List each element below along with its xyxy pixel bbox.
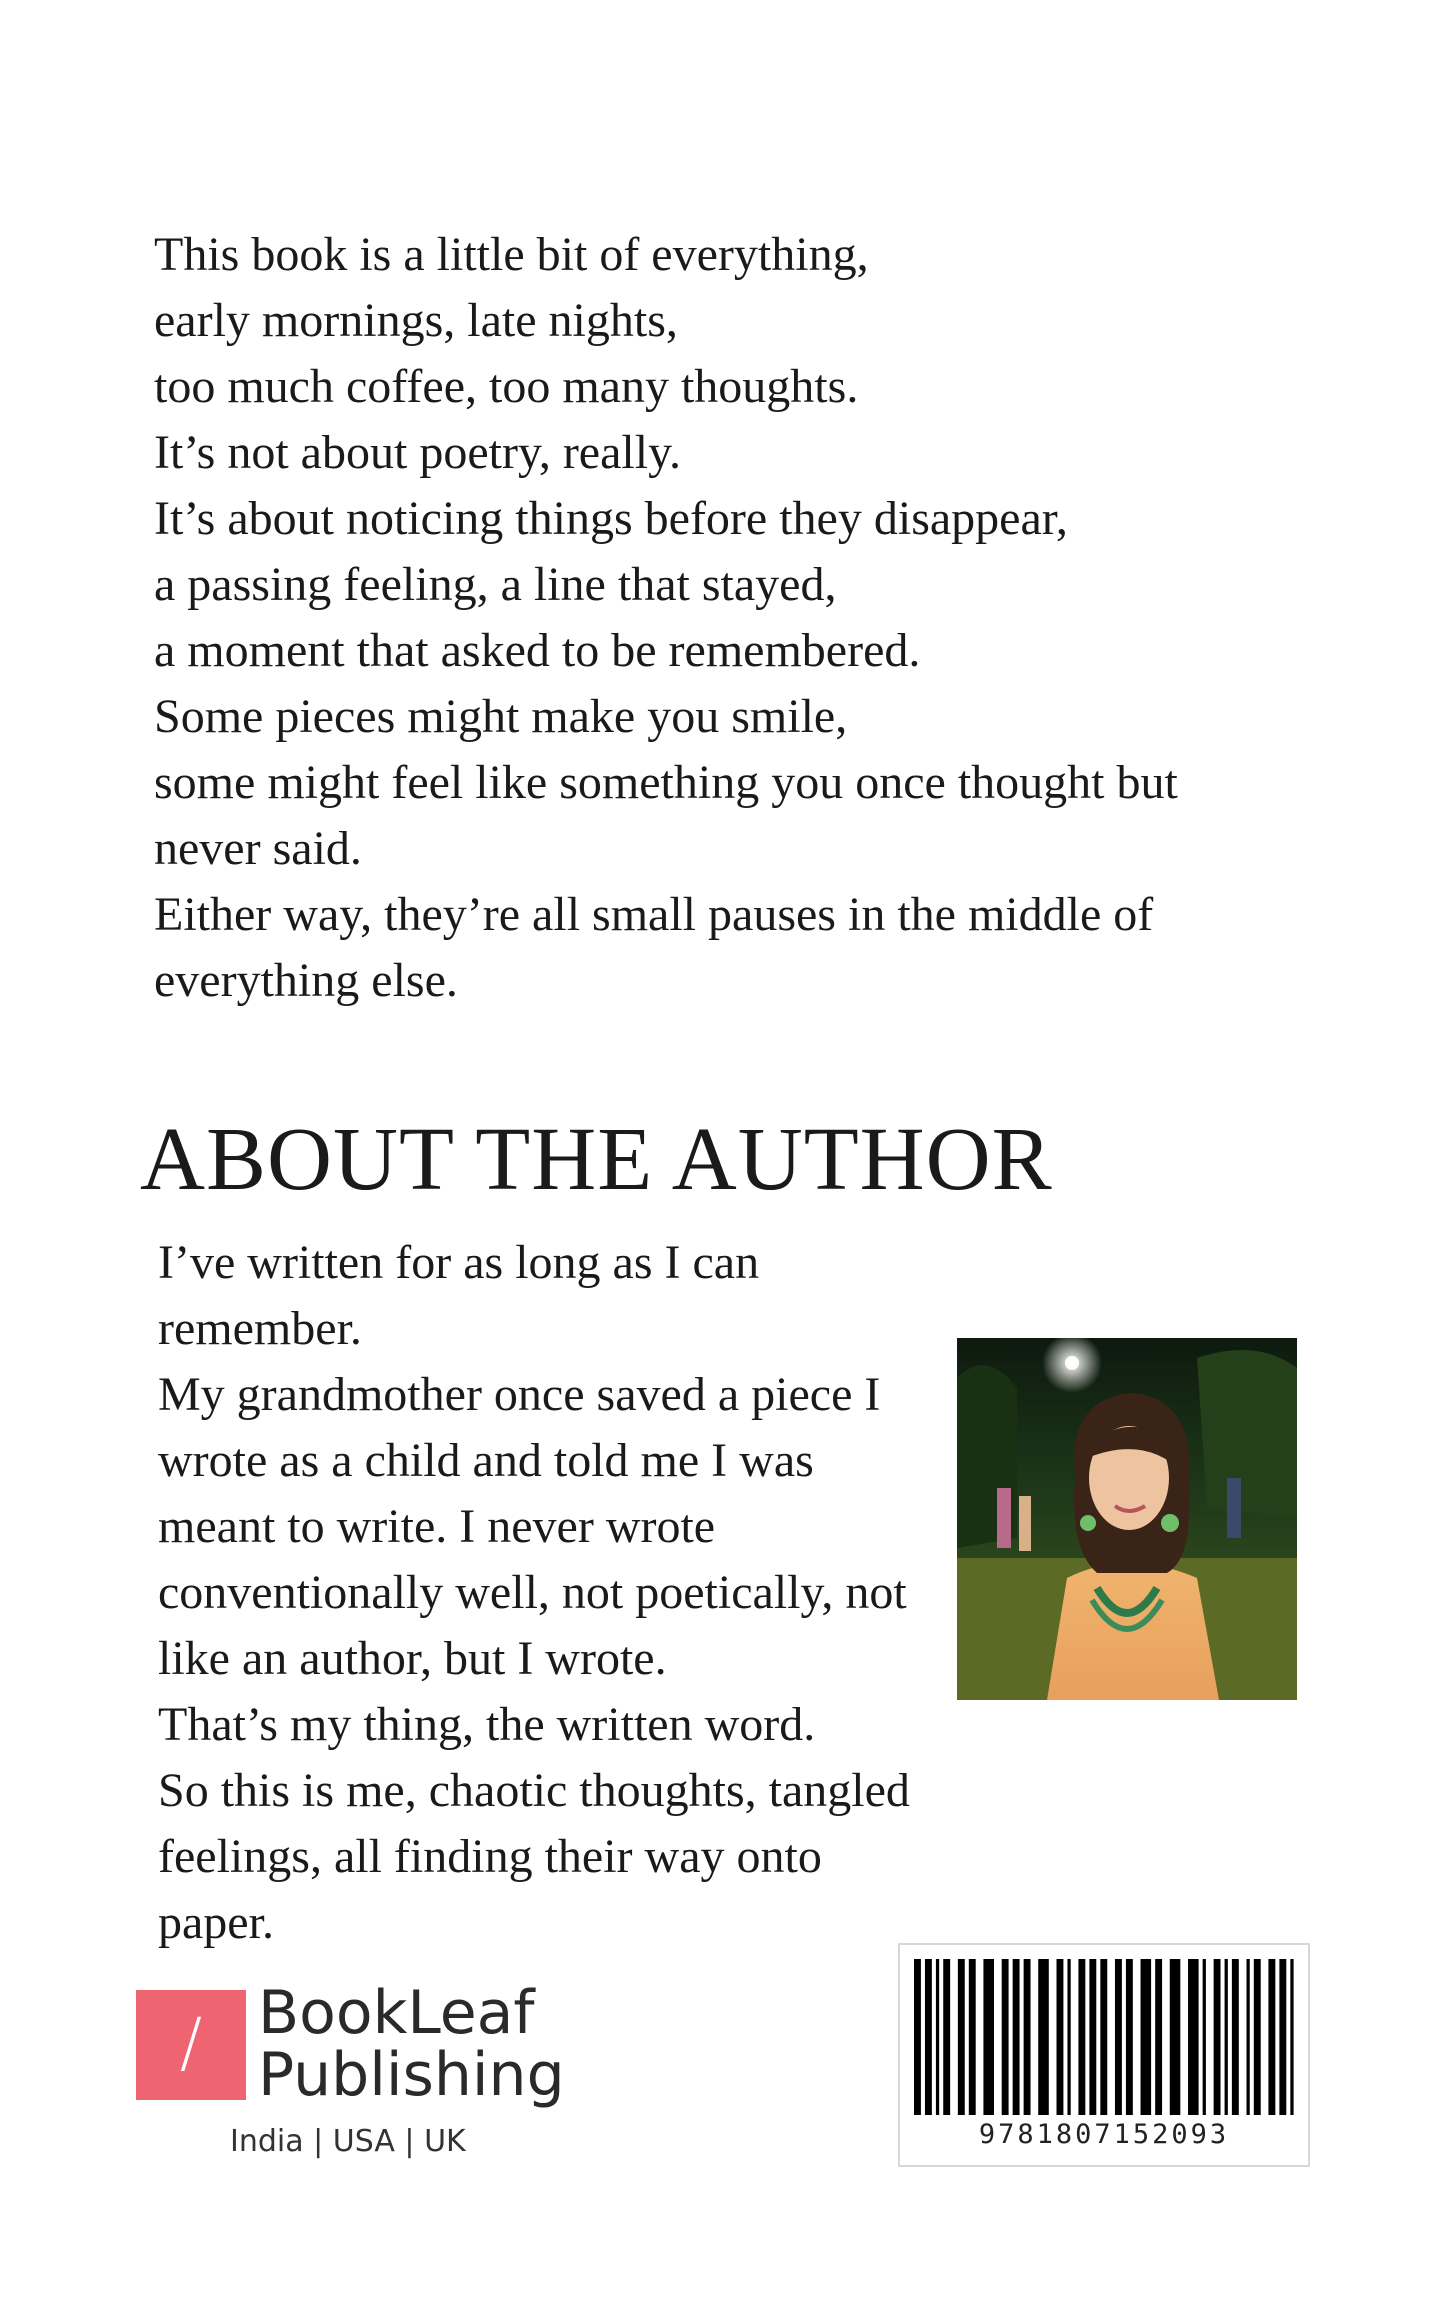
- blurb-line: early mornings, late nights,: [154, 294, 678, 347]
- back-cover-blurb: [154, 222, 1294, 1014]
- blurb-line: some might feel like something you once thought but never said.: [154, 756, 1178, 875]
- blurb-line: Either way, they’re all small pauses in the middle of everything else.: [154, 888, 1154, 1007]
- publisher-name-line1: BookLeaf: [258, 1978, 535, 2048]
- bio-paragraph: That’s my thing, the written word.: [158, 1698, 816, 1751]
- barcode-bar: [1126, 1959, 1133, 2115]
- barcode-bar: [1279, 1959, 1286, 2115]
- blurb-line: a moment that asked to be remembered.: [154, 624, 921, 677]
- barcode-bar: [1170, 1959, 1181, 2115]
- barcode-bar: [1247, 1959, 1250, 2115]
- about-the-author-heading: ABOUT THE AUTHOR: [140, 1110, 1053, 1209]
- barcode-bar: [1002, 1959, 1009, 2115]
- barcode-bar: [1268, 1959, 1275, 2115]
- blurb-line: Some pieces might make you smile,: [154, 690, 848, 743]
- barcode-bar: [1203, 1959, 1206, 2115]
- blurb-line: a passing feeling, a line that stayed,: [154, 558, 837, 611]
- isbn-number: 9781807152093: [978, 2119, 1230, 2150]
- author-photo: [957, 1338, 1297, 1700]
- barcode-bar: [1057, 1959, 1064, 2115]
- bio-paragraph: My grandmother once saved a piece I wrote as a child and told me I was meant to write. I never wrote conventionally well, not poetically, not like an author, but I wrote.: [158, 1368, 907, 1685]
- barcode-bar: [1141, 1959, 1152, 2115]
- isbn-barcode: [898, 1943, 1310, 2167]
- publisher-regions: India | USA | UK: [230, 2124, 466, 2159]
- barcode-bar: [983, 1959, 994, 2115]
- barcode-bar: [936, 1959, 939, 2115]
- barcode-bar: [1100, 1959, 1107, 2115]
- barcode-bar: [1089, 1959, 1096, 2115]
- barcode-bar: [958, 1959, 965, 2115]
- barcode-bar: [1115, 1959, 1122, 2115]
- barcode-bar: [969, 1959, 976, 2115]
- barcode-bar: [1024, 1959, 1031, 2115]
- barcode-bar: [943, 1959, 950, 2115]
- barcode-bar: [914, 1959, 921, 2115]
- barcode-bar: [1013, 1959, 1020, 2115]
- barcode-bar: [925, 1959, 932, 2115]
- blurb-line: This book is a little bit of everything,: [154, 228, 869, 281]
- barcode-bar: [1232, 1959, 1239, 2115]
- author-bio: [158, 1230, 938, 1956]
- blurb-line: It’s about noticing things before they disappear,: [154, 492, 1068, 545]
- bio-paragraph: So this is me, chaotic thoughts, tangled feelings, all finding their way onto paper.: [158, 1764, 910, 1949]
- blurb-line: too much coffee, too many thoughts.: [154, 360, 859, 413]
- barcode-bar: [1078, 1959, 1085, 2115]
- slash-icon: /: [179, 2004, 203, 2081]
- barcode-bar: [1214, 1959, 1221, 2115]
- bio-paragraph: I’ve written for as long as I can remember.: [158, 1236, 760, 1355]
- blurb-line: It’s not about poetry, really.: [154, 426, 681, 479]
- barcode-bar: [1155, 1959, 1162, 2115]
- barcode-bars: [914, 1959, 1294, 2115]
- barcode-bar: [1038, 1959, 1049, 2115]
- barcode-bar: [1188, 1959, 1199, 2115]
- barcode-bar: [1225, 1959, 1228, 2115]
- barcode-bar: [1067, 1959, 1070, 2115]
- publisher-logo-mark: [136, 1990, 246, 2100]
- barcode-bar: [1254, 1959, 1261, 2115]
- publisher-logo: [136, 1978, 565, 2120]
- publisher-name-line2: Publishing: [258, 2040, 565, 2110]
- barcode-bar: [1290, 1959, 1293, 2115]
